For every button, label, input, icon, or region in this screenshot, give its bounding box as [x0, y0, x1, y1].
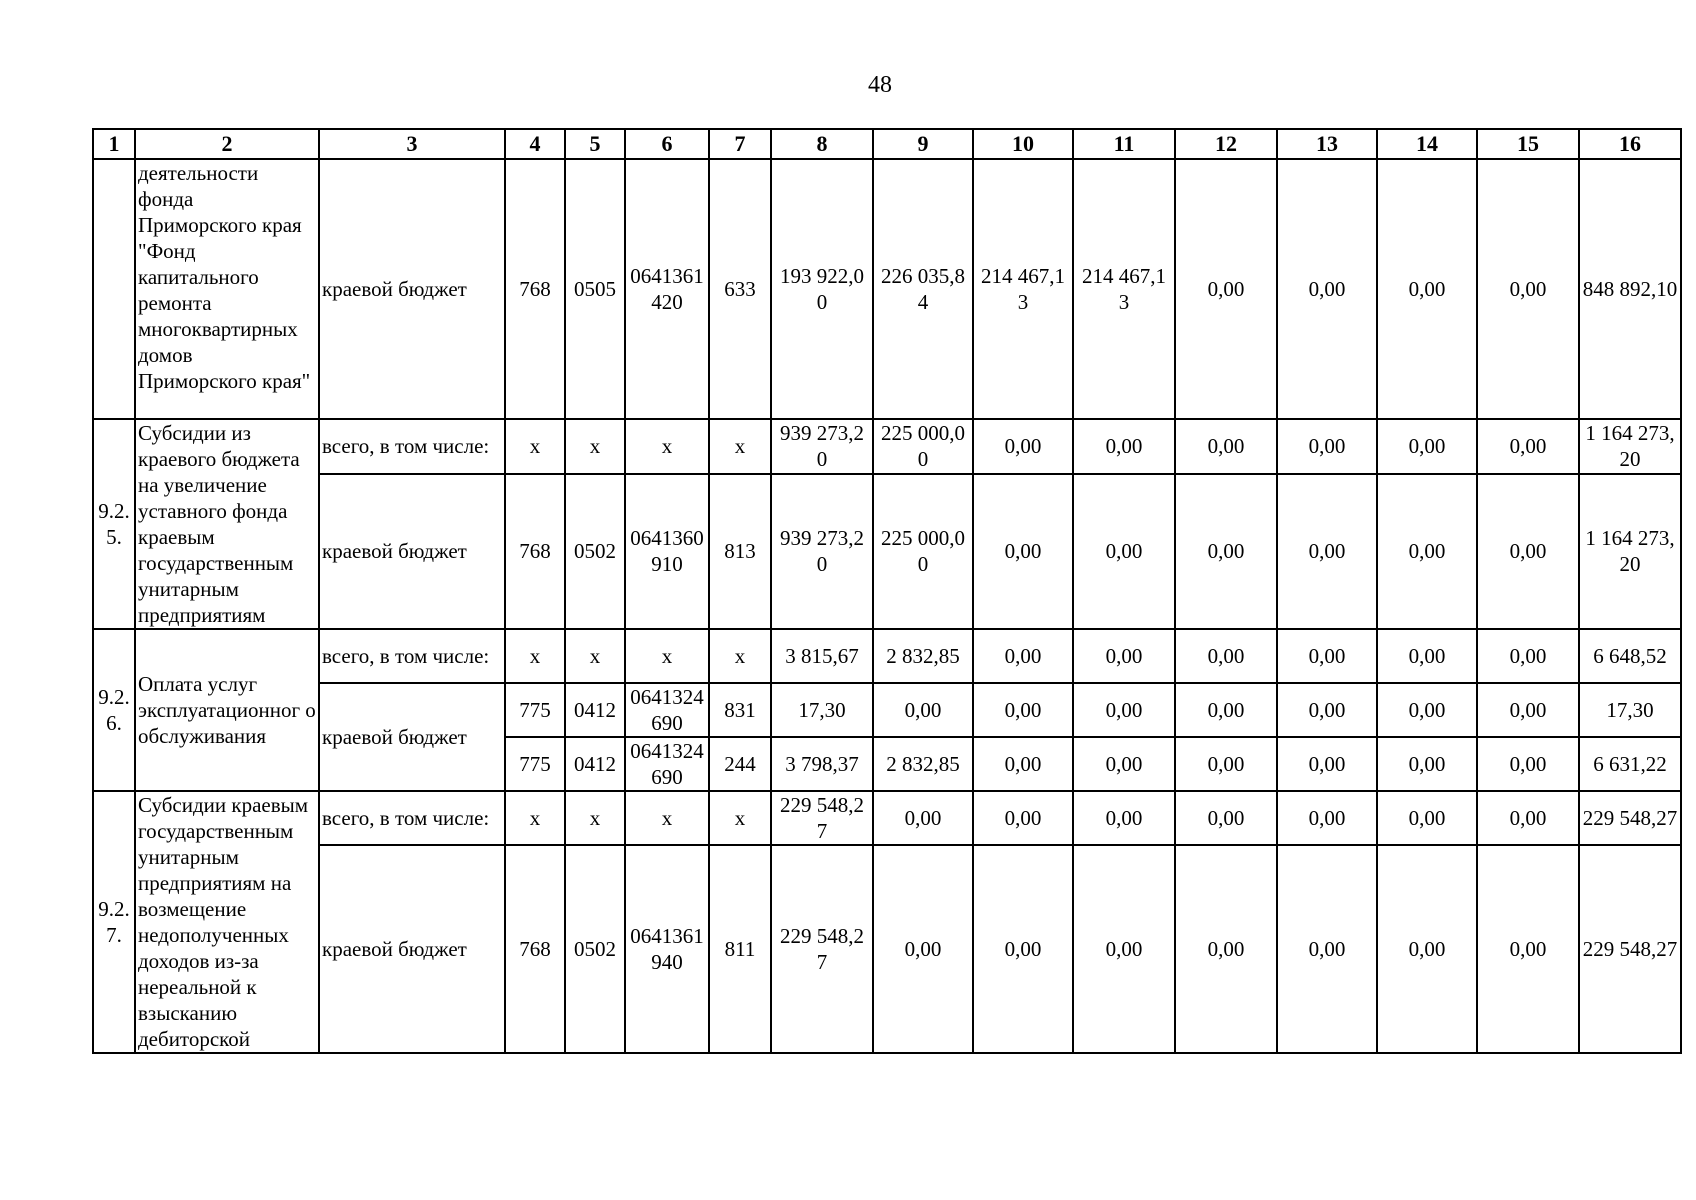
- header-cell: 14: [1377, 129, 1477, 159]
- cell: x: [709, 791, 771, 845]
- cell: x: [565, 419, 625, 474]
- header-cell: 4: [505, 129, 565, 159]
- cell: x: [505, 629, 565, 683]
- cell: x: [625, 419, 709, 474]
- cell: 214 467,1 3: [1073, 159, 1175, 419]
- cell: 0,00: [1073, 419, 1175, 474]
- cell: 229 548,27: [1579, 791, 1681, 845]
- cell: 0,00: [1477, 474, 1579, 629]
- cell: 0,00: [1377, 474, 1477, 629]
- cell: 0,00: [1175, 159, 1277, 419]
- cell: 0,00: [873, 683, 973, 737]
- funding-source: краевой бюджет: [319, 159, 505, 419]
- cell: 0,00: [1073, 683, 1175, 737]
- cell: 0,00: [1477, 419, 1579, 474]
- header-cell: 5: [565, 129, 625, 159]
- cell: 0,00: [1377, 159, 1477, 419]
- cell: 813: [709, 474, 771, 629]
- cell: 17,30: [1579, 683, 1681, 737]
- header-cell: 10: [973, 129, 1073, 159]
- funding-source: краевой бюджет: [319, 845, 505, 1053]
- cell: 214 467,1 3: [973, 159, 1073, 419]
- cell: 0,00: [1377, 683, 1477, 737]
- cell: 831: [709, 683, 771, 737]
- cell: 0,00: [1175, 737, 1277, 791]
- cell: 0,00: [973, 791, 1073, 845]
- header-cell: 7: [709, 129, 771, 159]
- cell: 0,00: [1073, 474, 1175, 629]
- table-row: [93, 683, 1681, 737]
- cell: x: [709, 419, 771, 474]
- budget-table: [92, 128, 1682, 1054]
- cell: 0,00: [1073, 845, 1175, 1053]
- row-number: 9.2. 6.: [93, 629, 135, 791]
- cell: 6 631,22: [1579, 737, 1681, 791]
- cell: 0641360 910: [625, 474, 709, 629]
- cell: 0,00: [1277, 845, 1377, 1053]
- cell: 0,00: [1175, 791, 1277, 845]
- cell: 0,00: [873, 845, 973, 1053]
- cell: x: [625, 629, 709, 683]
- cell: 0,00: [873, 791, 973, 845]
- cell: 0,00: [1175, 683, 1277, 737]
- funding-source: всего, в том числе:: [319, 419, 505, 474]
- cell: 229 548,2 7: [771, 845, 873, 1053]
- cell: 3 815,67: [771, 629, 873, 683]
- header-row: [93, 129, 1681, 159]
- cell: 0,00: [1477, 159, 1579, 419]
- header-cell: 16: [1579, 129, 1681, 159]
- row-number: [93, 159, 135, 419]
- cell: 0,00: [1377, 791, 1477, 845]
- cell: 768: [505, 159, 565, 419]
- cell: 226 035,8 4: [873, 159, 973, 419]
- cell: 0,00: [1277, 419, 1377, 474]
- measure-name: Оплата услуг эксплуатационног о обслуживания: [135, 629, 319, 791]
- header-cell: 11: [1073, 129, 1175, 159]
- cell: 0,00: [973, 629, 1073, 683]
- cell: 0,00: [1073, 791, 1175, 845]
- cell: 0,00: [1477, 737, 1579, 791]
- header-cell: 13: [1277, 129, 1377, 159]
- cell: x: [625, 791, 709, 845]
- cell: x: [565, 791, 625, 845]
- header-cell: 6: [625, 129, 709, 159]
- cell: 0,00: [1377, 737, 1477, 791]
- cell: 3 798,37: [771, 737, 873, 791]
- cell: 0412: [565, 737, 625, 791]
- cell: 0,00: [1175, 419, 1277, 474]
- cell: 0641324 690: [625, 737, 709, 791]
- cell: 633: [709, 159, 771, 419]
- cell: 0,00: [1477, 791, 1579, 845]
- cell: 0,00: [973, 845, 1073, 1053]
- cell: 0,00: [1277, 791, 1377, 845]
- cell: 0,00: [973, 737, 1073, 791]
- table-row: [93, 629, 1681, 683]
- cell: 225 000,0 0: [873, 419, 973, 474]
- cell: 0,00: [1477, 845, 1579, 1053]
- cell: 0,00: [1175, 474, 1277, 629]
- cell: 0,00: [1175, 629, 1277, 683]
- cell: x: [565, 629, 625, 683]
- cell: 0,00: [1377, 845, 1477, 1053]
- cell: 0,00: [1477, 683, 1579, 737]
- cell: 0,00: [1477, 629, 1579, 683]
- header-cell: 1: [93, 129, 135, 159]
- cell: 811: [709, 845, 771, 1053]
- cell: 939 273,2 0: [771, 419, 873, 474]
- cell: 0,00: [1175, 845, 1277, 1053]
- header-cell: 15: [1477, 129, 1579, 159]
- table-row: [93, 474, 1681, 629]
- funding-source: краевой бюджет: [319, 474, 505, 629]
- cell: 2 832,85: [873, 737, 973, 791]
- measure-name: деятельности фонда Приморского края "Фонд капитального ремонта многоквартирных домов Приморского края": [135, 159, 319, 419]
- cell: 244: [709, 737, 771, 791]
- cell: 229 548,2 7: [771, 791, 873, 845]
- row-number: 9.2. 7.: [93, 791, 135, 1053]
- cell: 0,00: [1277, 737, 1377, 791]
- cell: 6 648,52: [1579, 629, 1681, 683]
- header-cell: 9: [873, 129, 973, 159]
- cell: 0505: [565, 159, 625, 419]
- table-row: [93, 791, 1681, 845]
- cell: 0,00: [1073, 737, 1175, 791]
- cell: 0,00: [1277, 474, 1377, 629]
- cell: 768: [505, 474, 565, 629]
- cell: 775: [505, 737, 565, 791]
- page-number: 48: [868, 72, 892, 98]
- header-cell: 12: [1175, 129, 1277, 159]
- measure-name: Субсидии краевым государственным унитарным предприятиям на возмещение недополученных доходов из-за нереальной к взысканию дебиторской: [135, 791, 319, 1053]
- cell: 0641324 690: [625, 683, 709, 737]
- table-row: [93, 845, 1681, 1053]
- table-row: [93, 159, 1681, 419]
- cell: 939 273,2 0: [771, 474, 873, 629]
- cell: 17,30: [771, 683, 873, 737]
- cell: 0,00: [1277, 683, 1377, 737]
- cell: 0641361 940: [625, 845, 709, 1053]
- cell: 0,00: [973, 474, 1073, 629]
- cell: x: [709, 629, 771, 683]
- funding-source: краевой бюджет: [319, 683, 505, 791]
- cell: 0412: [565, 683, 625, 737]
- cell: x: [505, 791, 565, 845]
- header-cell: 8: [771, 129, 873, 159]
- cell: 0,00: [1073, 629, 1175, 683]
- cell: 0502: [565, 845, 625, 1053]
- cell: 2 832,85: [873, 629, 973, 683]
- cell: 0641361 420: [625, 159, 709, 419]
- cell: 0,00: [1277, 629, 1377, 683]
- header-cell: 2: [135, 129, 319, 159]
- funding-source: всего, в том числе:: [319, 629, 505, 683]
- funding-source: всего, в том числе:: [319, 791, 505, 845]
- cell: 0,00: [1377, 629, 1477, 683]
- header-cell: 3: [319, 129, 505, 159]
- cell: 768: [505, 845, 565, 1053]
- cell: 1 164 273, 20: [1579, 419, 1681, 474]
- cell: 0,00: [973, 419, 1073, 474]
- cell: 0502: [565, 474, 625, 629]
- cell: 0,00: [973, 683, 1073, 737]
- cell: 0,00: [1277, 159, 1377, 419]
- cell: 225 000,0 0: [873, 474, 973, 629]
- cell: 229 548,27: [1579, 845, 1681, 1053]
- cell: 0,00: [1377, 419, 1477, 474]
- measure-name: Субсидии из краевого бюджета на увеличение уставного фонда краевым государственным унитарным предприятиям: [135, 419, 319, 629]
- cell: 193 922,0 0: [771, 159, 873, 419]
- cell: 1 164 273, 20: [1579, 474, 1681, 629]
- cell: 775: [505, 683, 565, 737]
- row-number: 9.2. 5.: [93, 419, 135, 629]
- cell: 848 892,10: [1579, 159, 1681, 419]
- table-row: [93, 419, 1681, 474]
- cell: x: [505, 419, 565, 474]
